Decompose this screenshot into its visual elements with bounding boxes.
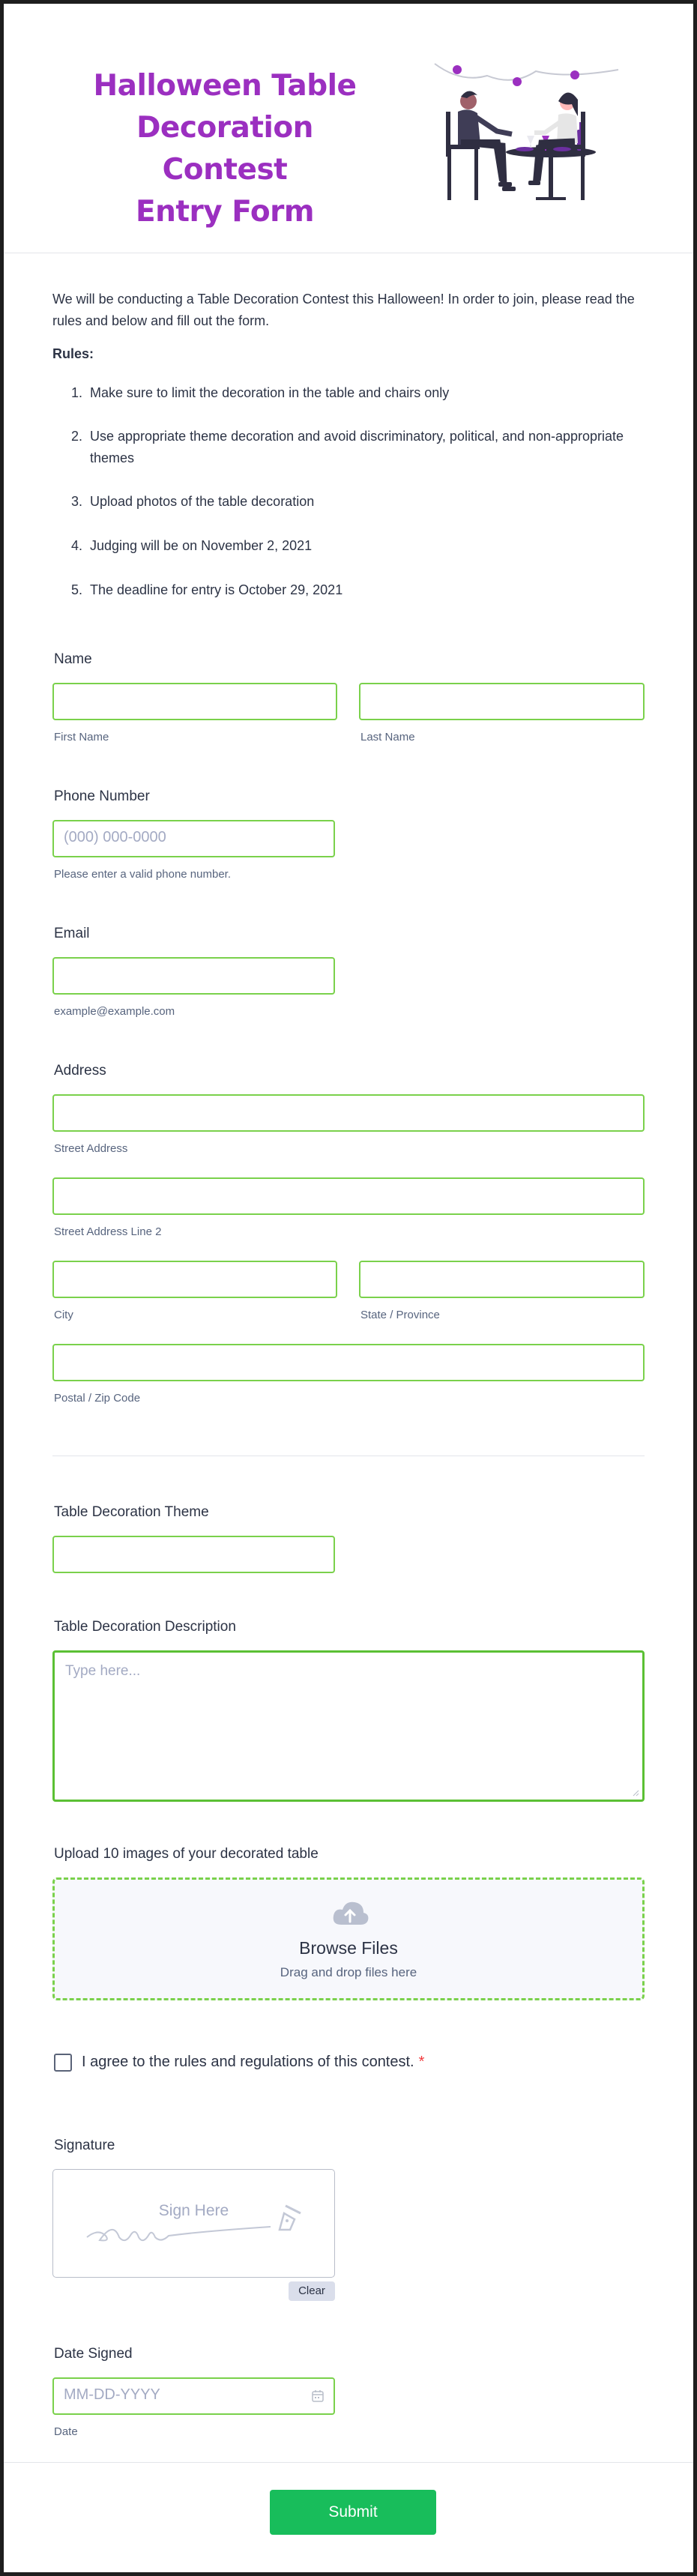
date-placeholder: MM-DD-YYYY (64, 2386, 160, 2403)
signature-pad[interactable] (52, 2169, 335, 2278)
first-name-input[interactable] (52, 683, 337, 720)
zip-input[interactable] (52, 1344, 645, 1381)
rule-text: Judging will be on November 2, 2021 (90, 538, 313, 553)
state-sublabel: State / Province (360, 1309, 440, 1321)
phone-sublabel: Please enter a valid phone number. (54, 868, 231, 881)
browse-files-title[interactable]: Browse Files (299, 1938, 398, 1958)
rule-text: The deadline for entry is October 29, 2021 (90, 582, 343, 597)
description-placeholder: Type here... (65, 1663, 141, 1679)
zip-sublabel: Postal / Zip Code (54, 1392, 141, 1405)
phone-input[interactable] (52, 820, 335, 857)
form-header (4, 4, 693, 253)
sign-here-text: Sign Here (158, 2202, 229, 2219)
cloud-upload-icon (331, 1898, 369, 1928)
couple-dinner-illustration (431, 47, 630, 205)
agree-label[interactable] (82, 2054, 424, 2071)
date-label: Date Signed (54, 2346, 133, 2362)
phone-placeholder: (000) 000-0000 (64, 829, 166, 845)
submit-button[interactable]: Submit (270, 2490, 436, 2535)
file-upload-dropzone[interactable] (52, 1877, 645, 2000)
street-address-2-input[interactable] (52, 1177, 645, 1215)
phone-label: Phone Number (54, 788, 150, 804)
theme-input[interactable] (52, 1536, 335, 1573)
first-name-sublabel: First Name (54, 731, 109, 743)
rule-text: Upload photos of the table decoration (90, 494, 315, 509)
email-label: Email (54, 926, 90, 941)
state-input[interactable] (359, 1261, 645, 1298)
date-sublabel: Date (54, 2425, 78, 2438)
rule-number: 4. (71, 538, 83, 553)
last-name-input[interactable] (359, 683, 645, 720)
title-line-1: Halloween Table (93, 69, 357, 103)
rule-number: 1. (71, 385, 83, 400)
form-title (71, 65, 378, 233)
signature-label: Signature (54, 2138, 115, 2153)
rule-number: 3. (71, 494, 83, 509)
intro-text: We will be conducting a Table Decoration Contest this Halloween! In order to join, please read the rules and below and fill out the form. (52, 292, 635, 328)
rule-text: Use appropriate theme decoration and avoid discriminatory, political, and non-appropriate themes (90, 429, 624, 465)
theme-label: Table Decoration Theme (54, 1504, 209, 1520)
description-label: Table Decoration Description (54, 1619, 236, 1635)
clear-signature-button[interactable]: Clear (289, 2281, 335, 2301)
rule-number: 2. (71, 429, 83, 444)
street-address-sublabel: Street Address (54, 1142, 128, 1155)
rules-title: Rules: (52, 346, 94, 361)
email-input[interactable] (52, 957, 335, 995)
street-address-input[interactable] (52, 1094, 645, 1132)
city-input[interactable] (52, 1261, 337, 1298)
address-label: Address (54, 1063, 106, 1079)
last-name-sublabel: Last Name (360, 731, 415, 743)
email-sublabel: example@example.com (54, 1005, 175, 1018)
required-mark: * (418, 2054, 425, 2070)
rule-number: 5. (71, 582, 83, 597)
street-address-2-sublabel: Street Address Line 2 (54, 1225, 162, 1238)
name-label: Name (54, 651, 92, 667)
calendar-icon[interactable] (311, 2389, 325, 2403)
footer-divider (4, 2462, 693, 2463)
rule-text: Make sure to limit the decoration in the table and chairs only (90, 385, 450, 400)
resize-handle-icon[interactable] (632, 1789, 639, 1797)
drag-drop-text: Drag and drop files here (280, 1965, 417, 1979)
agree-text: I agree to the rules and regulations of this contest. (82, 2054, 414, 2070)
title-line-3: Entry Form (135, 195, 314, 229)
description-textarea[interactable] (52, 1650, 645, 1802)
city-sublabel: City (54, 1309, 73, 1321)
upload-label: Upload 10 images of your decorated table (54, 1846, 319, 1862)
date-input[interactable] (52, 2377, 335, 2415)
agree-checkbox[interactable] (54, 2054, 72, 2072)
title-line-2: Decoration Contest (136, 111, 313, 187)
